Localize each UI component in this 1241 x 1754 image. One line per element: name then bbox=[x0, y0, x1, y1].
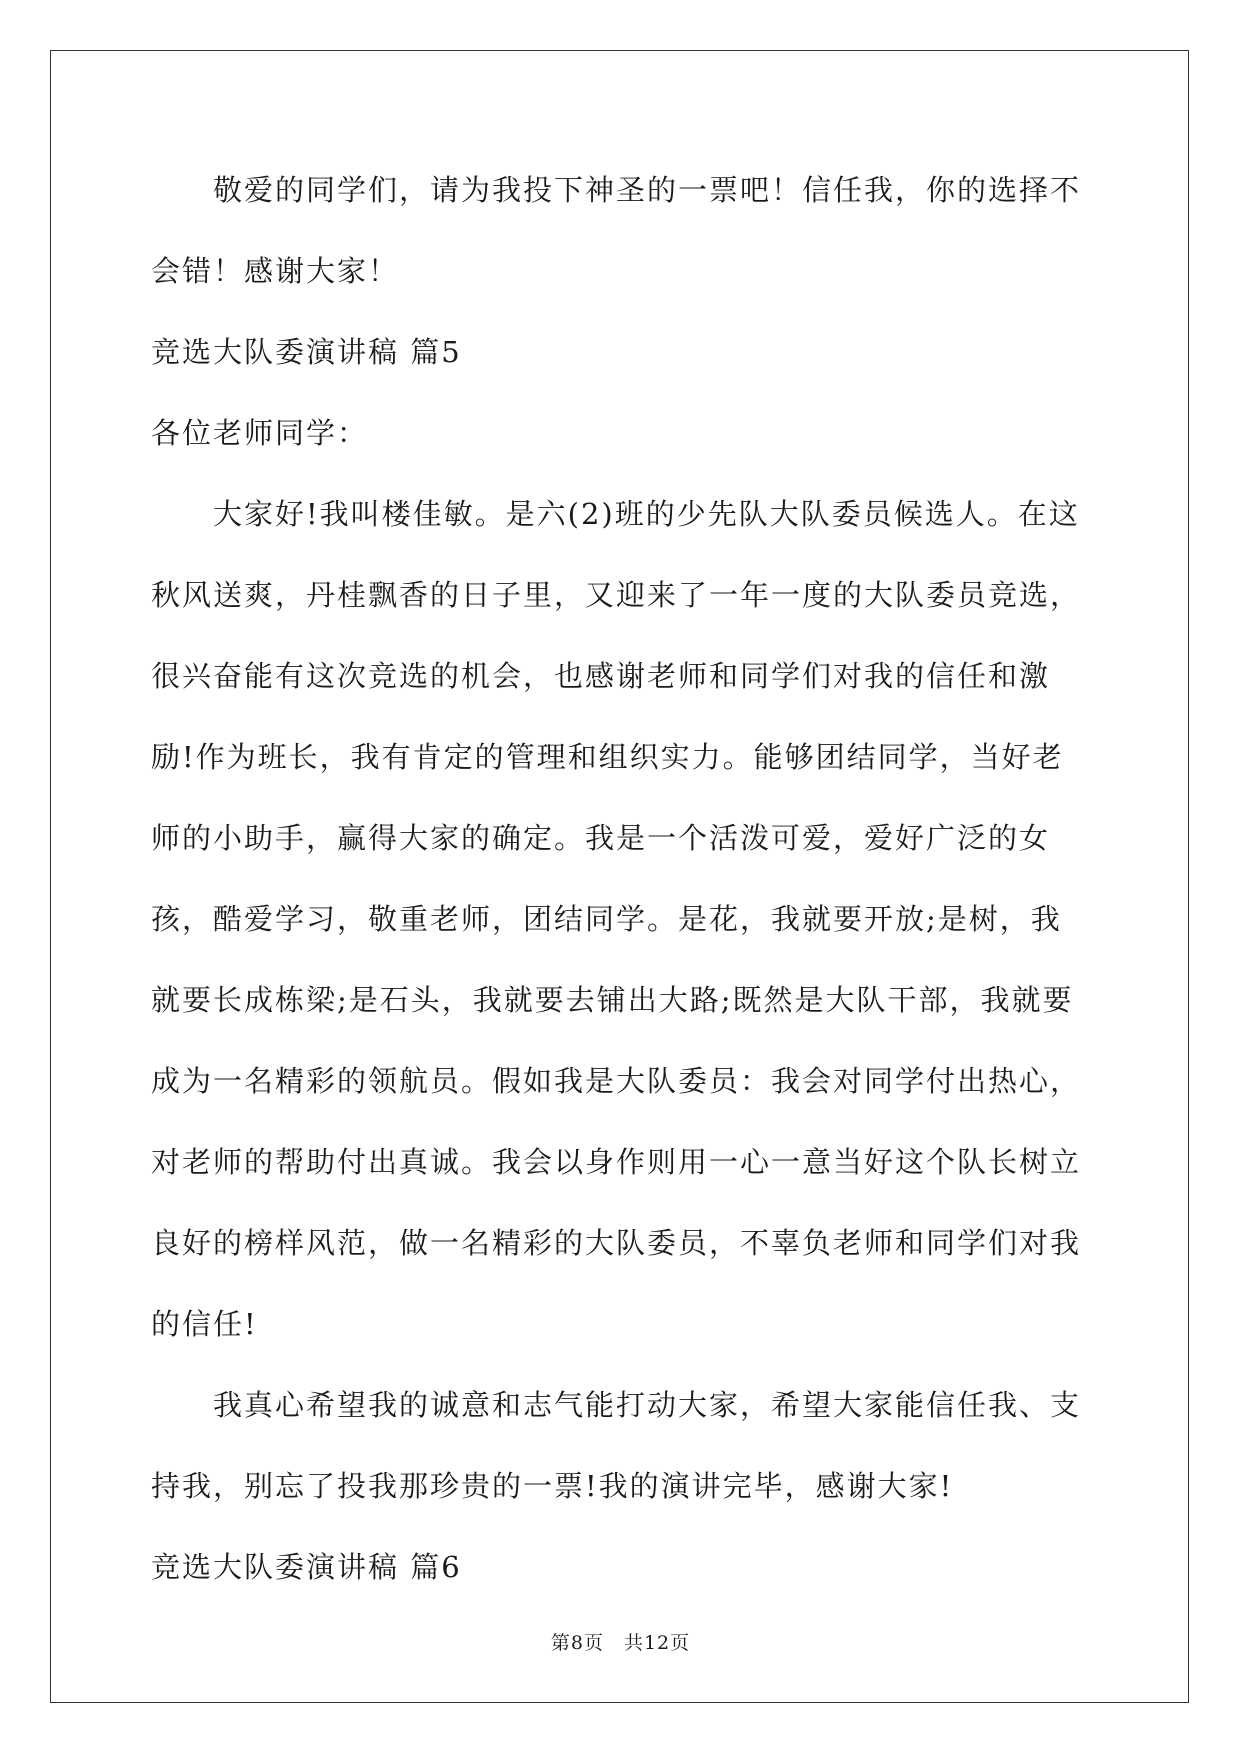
section-heading-6: 竞选大队委演讲稿 篇6 bbox=[151, 1550, 462, 1584]
salutation: 各位老师同学： bbox=[151, 416, 369, 450]
document-body bbox=[151, 150, 1091, 1608]
speech-paragraph-main: 大家好!我叫楼佳敏。是六(2)班的少先队大队委员候选人。在这秋风送爽，丹桂飘香的日子里，又迎来了一年一度的大队委员竞选，很兴奋能有这次竞选的机会，也感谢老师和同学们对我的信任和激励!作为班长，我有肯定的管理和组织实力。能够团结同学，当好老师的小助手，赢得大家的确定。我是一个活泼可爱，爱好广泛的女孩，酷爱学习，敬重老师，团结同学。是花，我就要开放;是树，我就要长成栋梁;是石头，我就要去铺出大路;既然是大队干部，我就要成为一名精彩的领航员。假如我是大队委员：我会对同学付出热心，对老师的帮助付出真诚。我会以身作则用一心一意当好这个队长树立良好的榜样风范，做一名精彩的大队委员，不辜负老师和同学们对我的信任! bbox=[151, 497, 1082, 1341]
speech-paragraph-closing: 我真心希望我的诚意和志气能打动大家，希望大家能信任我、支持我，别忘了投我那珍贵的一票!我的演讲完毕，感谢大家! bbox=[151, 1388, 1082, 1503]
closing-paragraph: 敬爱的同学们，请为我投下神圣的一票吧！信任我，你的选择不会错！感谢大家！ bbox=[151, 173, 1082, 288]
section-heading-5: 竞选大队委演讲稿 篇5 bbox=[151, 335, 462, 369]
page-number-footer: 第8页 共12页 bbox=[550, 1632, 691, 1654]
